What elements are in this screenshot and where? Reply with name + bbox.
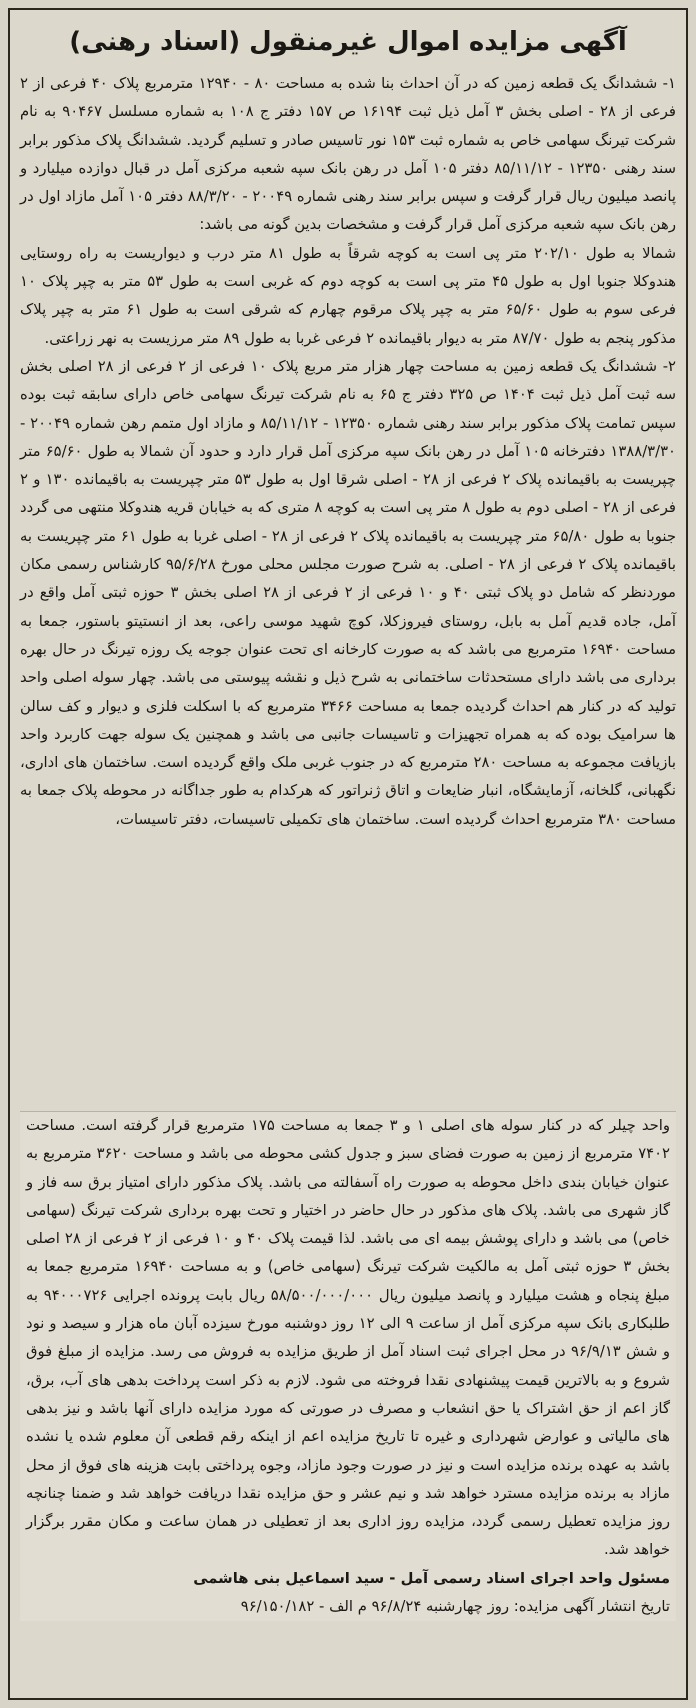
paragraph-2: ۲- ششدانگ یک قطعه زمین به مساحت چهار هزار متر مربع پلاک ۱۰ فرعی از ۲ فرعی از ۲۸ اصلی بخش سه ثبت آمل ذیل ثبت ۱۴۰۴ ص ۳۲۵ دفتر ج ۶۵ به نام شرکت تیرنگ سهامی خاص دارای سابقه ثبت بوده سپس تمامت پلاک مذکور برابر سند رهنی شماره ۱۲۳۵۰ - ۸۵/۱۱/۱۲ و مازاد اول متمم رهن شماره ۲۰۰۴۹ - ۱۳۸۸/۳/۳۰ دفترخانه ۱۰۵ آمل در رهن بانک سپه مرکزی آمل قرار دارد و حدود آن شمالا به طول ۶۵/۶۰ متر چپریست به باقیمانده پلاک ۲ فرعی از ۲۸ - اصلی شرقا اول به طول ۵۳ متر چپریست به باقیمانده ۱۳۰ و ۲ فرعی از ۲۸ - اصلی دوم به طول ۸ متر پی است به کوچه ۸ متری که به خیابان قریه هندوکلا منتهی می گردد جنوبا به طول ۶۵/۸۰ متر چپریست به باقیمانده پلاک ۲ فرعی از ۲۸ - اصلی غربا به طول ۶۱ متر چپریست به باقیمانده پلاک ۲ فرعی از ۲۸ - اصلی. به شرح صورت مجلس محلی مورخ ۹۵/۶/۲۸ کارشناس رسمی مکان موردنظر که شامل دو پلاک ثبتی ۴۰ و ۱۰ فرعی از ۲ فرعی از ۲۸ اصلی بخش ۳ حوزه ثبتی آمل واقع در آمل، جاده قدیم آمل به بابل، روستای فیروزکلا، کوچ شهید موسی راعی، بعد از انستیتو باستور، جمعا به مساحت ۱۶۹۴۰ مترمربع می باشد که به صورت کارخانه ای تحت عنوان جوجه یک روزه تیرنگ در حال بهره برداری می باشد دارای مستحدثات ساختمانی به شرح ذیل و نقشه پیوستی می باشد. چهار سوله اصلی واحد تولید که در کنار هم احداث گردیده جمعا به مساحت ۳۴۶۶ مترمربع که با اسکلت فلزی و دیوار و کف سالن ها سرامیک بوده که به همراه تجهیزات و تاسیسات جانبی می باشد و همچنین یک سوله جهت کاربرد واحد بازیافت مجموعه به مساحت ۲۸۰ مترمربع که در جنوب غربی ملک واقع گردیده است. ساختمان های اداری، نگهبانی، گلخانه، آزمایشگاه، انبار ضایعات و اتاق ژنراتور که هرکدام به طور جداگانه در محوطه پلاک جمعا به مساحت ۳۸۰ مترمربع احداث گردیده است. ساختمان های تکمیلی تاسیسات، دفتر تاسیسات،	[20, 357, 677, 828]
notice-body-bottom	[20, 1111, 676, 1621]
paragraph-1: ۱- ششدانگ یک قطعه زمین که در آن احداث بنا شده به مساحت ۸۰ - ۱۲۹۴۰ مترمربع پلاک ۴۰ فرعی از ۲ فرعی از ۲۸ - اصلی بخش ۳ آمل ذیل ثبت ۱۶۱۹۴ ص ۱۵۷ دفتر ج ۱۰۸ به شماره مسلسل ۹۰۴۶۷ به نام شرکت تیرنگ سهامی خاص به شماره ثبت ۱۵۳ نور تاسیس صادر و تسلیم گردید. ششدانگ پلاک مذکور برابر سند رهنی ۱۲۳۵۰ - ۸۵/۱۱/۱۲ دفتر ۱۰۵ آمل در رهن بانک سپه شعبه مرکزی آمل در قبال دوازده میلیارد و پانصد میلیون ریال قرار گرفت و سپس برابر سند رهنی شماره ۲۰۰۴۹ - ۸۸/۳/۲۰ دفتر ۱۰۵ آمل مازاد اول در رهن بانک سپه شعبه مرکزی آمل قرار گرفت و مشخصات بدین گونه می باشد:	[20, 75, 677, 234]
paragraph-auction-terms: واحد چیلر که در کنار سوله های اصلی ۱ و ۳ جمعا به مساحت ۱۷۵ مترمربع قرار گرفته است. مساحت ۷۴۰۲ مترمربع از زمین به صورت فضای سبز و جدول کشی محوطه می باشد و مساحت ۳۶۲۰ مترمربع به عنوان خیابان بندی داخل محوطه به صورت راه آسفالته می باشد. پلاک مذکور دارای امتیاز برق سه فاز و گاز شهری می باشد. پلاک های مذکور در حال حاضر در اختیار و تحت بهره برداری شرکت تیرنگ (سهامی خاص) می باشد و دارای پوشش بیمه ای می باشد. لذا قیمت پلاک ۴۰ و ۱۰ فرعی از ۲ فرعی از ۲۸ اصلی بخش ۳ حوزه ثبتی آمل به مالکیت شرکت تیرنگ (سهامی خاص) و به مساحت ۱۶۹۴۰ مترمربع جمعا به مبلغ پنجاه و هشت میلیارد و پانصد میلیون ریال ۵۸/۵۰۰/۰۰۰/۰۰۰ ریال بابت پرونده اجرایی ۹۴۰۰۰۷۲۶ به طلبکاری بانک سپه مرکزی آمل از ساعت ۹ الی ۱۲ روز دوشنبه مورخ سیزده آبان ماه هزار و سیصد و نود و شش ۹۶/۹/۱۳ در محل اجرای ثبت اسناد آمل از طریق مزایده به فروش می رسد. مزایده از مبلغ فوق شروع و به بالاترین قیمت پیشنهادی نقدا فروخته می شود. لازم به ذکر است پرداخت بدهی های آب، برق، گاز اعم از حق اشتراک یا حق انشعاب و مصرف در صورتی که مورد مزایده دارای آنها باشد و نیز بدهی های مالیاتی و عوارض شهرداری و غیره تا تاریخ مزایده اعم از اینکه رقم قطعی آن معلوم شده یا نشده باشد به عهده برنده مزایده است و نیز در صورت وجود مازاد، وجوه پرداختی بابت هزینه های فوق از محل مازاد به برنده مزایده مسترد خواهد شد و نیم عشر و حق مزایده نقدا دریافت خواهد شد و ضمنا چنانچه روز مزایده تعطیل رسمی گردد، مزایده روز اداری بعد از تعطیلی در همان ساعت و مکان مقرر برگزار خواهد شد.	[26, 1117, 670, 1559]
notice-body-top	[20, 70, 676, 834]
notice-title: آگهی مزایده اموال غیرمنقول (اسناد رهنی)	[69, 27, 627, 57]
paragraph-boundaries: شمالا به طول ۲۰۲/۱۰ متر پی است به کوچه شرقاً به طول ۸۱ متر درب و دیواریست به راه روستایی هندوکلا جنوبا اول به طول ۴۵ متر پی است به کوچه دوم که غربی است به طول ۵۳ متر به چپر پلاک ۱۰ فرعی سوم به طول ۶۵/۶۰ متر به چپر پلاک مرقوم چهارم که شرقی است به طول ۶۱ متر به چپر پلاک مذکور پنجم به طول ۸۷/۷۰ متر به دیوار باقیمانده ۲ فرعی غربا به طول ۸۹ متر مرزیست به نهر زراعتی.	[20, 244, 676, 347]
publication-date-line: تاریخ انتشار آگهی مزایده: روز چهارشنبه ۹۶/۸/۲۴ م الف - ۹۶/۱۵۰/۱۸۲	[240, 1598, 670, 1616]
signature-line: مسئول واحد اجرای اسناد رسمی آمل - سید اسماعیل بنی هاشمی	[193, 1569, 670, 1587]
